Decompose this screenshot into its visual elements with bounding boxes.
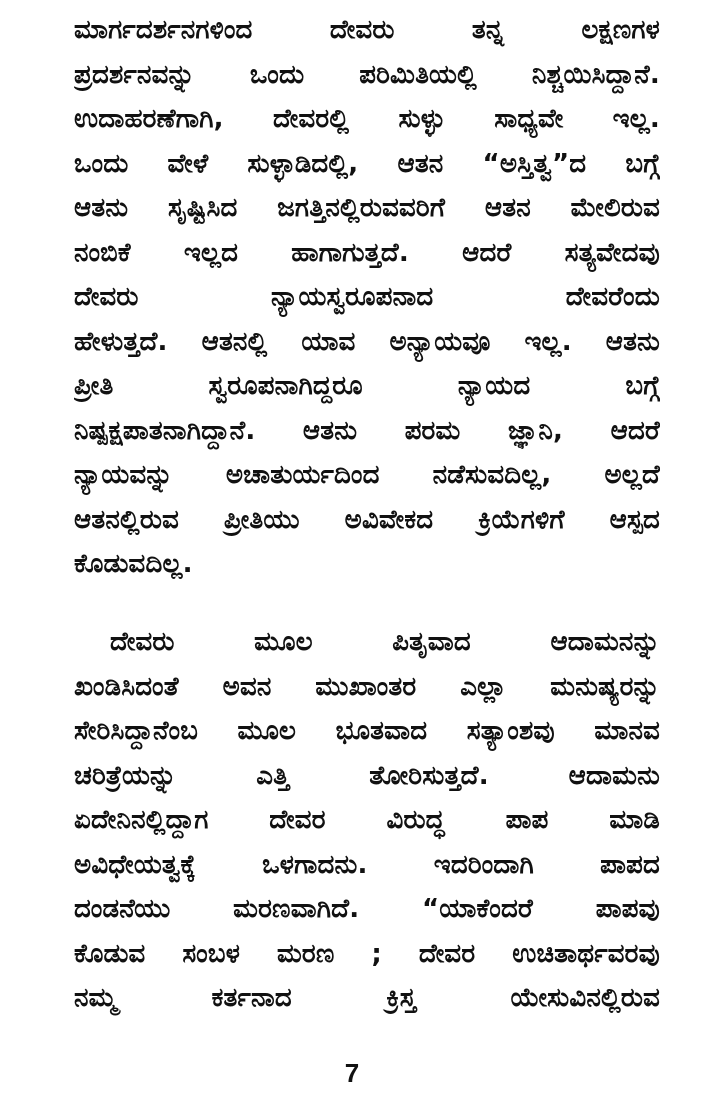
- text-line: ಮಾರ್ಗದರ್ಶನಗಳಿಂದ ದೇವರು ತನ್ನ ಲಕ್ಷಣಗಳ: [74, 15, 660, 45]
- text-line: ನಂಬಿಕೆ ಇಲ್ಲದ ಹಾಗಾಗುತ್ತದೆ. ಆದರೆ ಸತ್ಯವೇದವು: [74, 237, 660, 268]
- text-line: ಒಂದು ವೇಳೆ ಸುಳ್ಳಾಡಿದಲ್ಲಿ, ಆತನ “ಅಸ್ತಿತ್ವ”ದ ಬಗ್ಗೆ: [74, 148, 660, 179]
- text-line: ಅವಿಧೇಯತ್ವಕ್ಕೆ ಒಳಗಾದನು. ಇದರಿಂದಾಗಿ ಪಾಪದ: [74, 849, 660, 880]
- text-line: ಪ್ರೀತಿ ಸ್ವರೂಪನಾಗಿದ್ದರೂ ನ್ಯಾಯದ ಬಗ್ಗೆ: [74, 371, 660, 401]
- paragraph-1: [74, 8, 660, 587]
- text-line: ನಿಷ್ಪಕ್ಷಪಾತನಾಗಿದ್ದಾನೆ. ಆತನು ಪರಮ ಜ್ಞಾನಿ, ಆದರೆ: [74, 415, 660, 446]
- text-line: ಖಂಡಿಸಿದಂತೆ ಅವನ ಮುಖಾಂತರ ಎಲ್ಲಾ ಮನುಷ್ಯರನ್ನು: [74, 671, 660, 702]
- text-line: ಚರಿತ್ರೆಯನ್ನು ಎತ್ತಿ ತೋರಿಸುತ್ತದೆ. ಆದಾಮನು: [74, 760, 660, 791]
- text-line: ನಮ್ಮ ಕರ್ತನಾದ ಕ್ರಿಸ್ತ ಯೇಸುವಿನಲ್ಲಿರುವ: [74, 983, 660, 1013]
- text-line: ಕೊಡುವದಿಲ್ಲ.: [74, 549, 193, 579]
- text-line: ಆತನಲ್ಲಿರುವ ಪ್ರೀತಿಯು ಅವಿವೇಕದ ಕ್ರಿಯೆಗಳಿಗೆ ಆಸ್ಪದ: [74, 504, 660, 535]
- text-line: ಸೇರಿಸಿದ್ದಾನೆಂಬ ಮೂಲ ಭೂತವಾದ ಸತ್ಯಾಂಶವು ಮಾನವ: [74, 716, 660, 746]
- paragraph-2: [74, 620, 660, 1021]
- text-line: ಏದೇನಿನಲ್ಲಿದ್ದಾಗ ದೇವರ ವಿರುದ್ಧ ಪಾಪ ಮಾಡಿ: [74, 805, 660, 835]
- text-line: ದಂಡನೆಯು ಮರಣವಾಗಿದೆ. “ಯಾಕೆಂದರೆ ಪಾಪವು: [74, 894, 660, 924]
- text-line: ಕೊಡುವ ಸಂಬಳ ಮರಣ ; ದೇವರ ಉಚಿತಾರ್ಥವರವು: [74, 938, 660, 969]
- text-line: ದೇವರು ಮೂಲ ಪಿತೃವಾದ ಆದಾಮನನ್ನು: [110, 627, 660, 657]
- text-line: ಪ್ರದರ್ಶನವನ್ನು ಒಂದು ಪರಿಮಿತಿಯಲ್ಲಿ ನಿಶ್ಚಯಿಸಿದ್ದಾನೆ.: [74, 59, 660, 90]
- text-line: ಹೇಳುತ್ತದೆ. ಆತನಲ್ಲಿ ಯಾವ ಅನ್ಯಾಯವೂ ಇಲ್ಲ. ಆತನು: [74, 326, 660, 357]
- text-line: ನ್ಯಾಯವನ್ನು ಅಚಾತುರ್ಯದಿಂದ ನಡೆಸುವದಿಲ್ಲ, ಅಲ್ಲದೆ: [74, 460, 660, 490]
- page-number: 7: [344, 1058, 360, 1088]
- text-line: ಆತನು ಸೃಷ್ಟಿಸಿದ ಜಗತ್ತಿನಲ್ಲಿರುವವರಿಗೆ ಆತನ ಮೇಲಿರುವ: [74, 193, 660, 223]
- text-line: ಉದಾಹರಣೆಗಾಗಿ, ದೇವರಲ್ಲಿ ಸುಳ್ಳು ಸಾಧ್ಯವೇ ಇಲ್ಲ.: [74, 104, 660, 134]
- text-line: ದೇವರು ನ್ಯಾಯಸ್ವರೂಪನಾದ ದೇವರೆಂದು: [74, 282, 660, 312]
